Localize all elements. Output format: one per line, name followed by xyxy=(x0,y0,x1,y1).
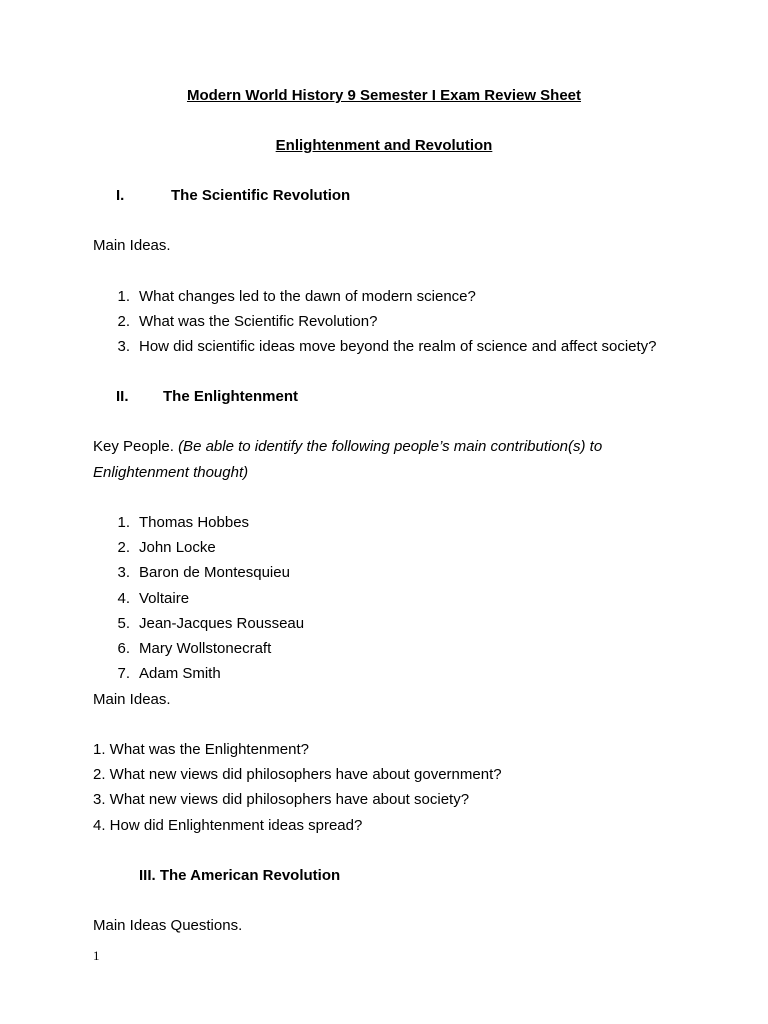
list-text: Baron de Montesquieu xyxy=(139,564,290,581)
list-number: 2. xyxy=(117,313,130,330)
document-subtitle: Enlightenment and Revolution xyxy=(275,137,493,154)
section-3-heading: III. The American Revolution xyxy=(139,867,341,884)
key-people-note: (Be able to identify the following people’s main contribution(s) to xyxy=(178,438,603,455)
key-people-note-continued: Enlightenment thought) xyxy=(93,464,249,481)
list-item: 4. How did Enlightenment ideas spread? xyxy=(93,817,363,834)
section-2-numeral: II. xyxy=(116,388,129,405)
list-number: 7. xyxy=(117,665,130,682)
section-3-main-ideas-label: Main Ideas Questions. xyxy=(93,917,243,934)
list-text: Thomas Hobbes xyxy=(139,514,250,531)
list-number: 3. xyxy=(117,564,130,581)
list-item: 3. What new views did philosophers have about society? xyxy=(93,791,470,808)
key-people-line xyxy=(93,438,602,456)
list-text: Mary Wollstonecraft xyxy=(139,640,272,657)
document-title: Modern World History 9 Semester I Exam Review Sheet xyxy=(186,87,582,104)
list-item: 1. What was the Enlightenment? xyxy=(93,741,309,758)
list-number: 2. xyxy=(117,539,130,556)
section-1-numeral: I. xyxy=(116,187,125,204)
list-number: 1. xyxy=(117,288,130,305)
list-text: Voltaire xyxy=(139,590,190,607)
list-text: John Locke xyxy=(139,539,216,556)
list-number: 4. xyxy=(117,590,130,607)
key-people-label: Key People. xyxy=(93,438,174,455)
section-2-heading: The Enlightenment xyxy=(163,388,298,405)
list-text: Adam Smith xyxy=(139,665,221,682)
list-number: 1. xyxy=(117,514,130,531)
list-number: 5. xyxy=(117,615,130,632)
list-text: How did scientific ideas move beyond the realm of science and affect society? xyxy=(139,338,657,355)
list-text: What was the Scientific Revolution? xyxy=(139,313,378,330)
list-text: Jean-Jacques Rousseau xyxy=(139,615,305,632)
section-1-heading: The Scientific Revolution xyxy=(171,187,351,204)
list-number: 3. xyxy=(117,338,130,355)
section-1-main-ideas-label: Main Ideas. xyxy=(93,237,171,254)
list-number: 6. xyxy=(117,640,130,657)
section-2-main-ideas-label: Main Ideas. xyxy=(93,691,171,708)
list-item: 2. What new views did philosophers have about government? xyxy=(93,766,502,783)
page-number: 1 xyxy=(93,948,100,963)
list-text: What changes led to the dawn of modern science? xyxy=(139,288,476,305)
